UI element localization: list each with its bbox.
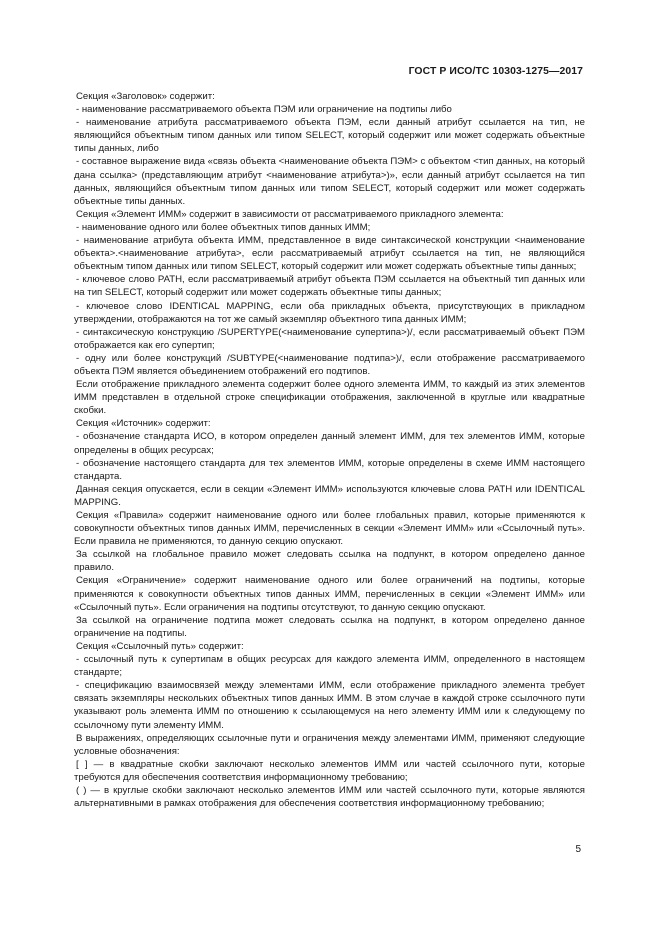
paragraph: - наименование одного или более объектных типов данных ИММ; <box>76 221 371 233</box>
paragraph: За ссылкой на глобальное правило может следовать ссылка на подпункт, в котором определено данное правило. <box>74 549 585 574</box>
paragraph: - составное выражение вида «связь объекта <наименование объекта ПЭМ> с объектом <тип данных, на который дана ссылка> (представляющим атрибут <наименование атрибута>)», если данный атрибут ссылается на тип данных, являющийся объектным типом данных или типом SELECT, который содержит или может содержать объектные типы данных. <box>74 156 585 207</box>
paragraph: - обозначение настоящего стандарта для тех элементов ИММ, которые определены в схеме ИММ настоящего стандарта. <box>74 457 585 482</box>
paragraph: [ ] — в квадратные скобки заключают несколько элементов ИММ или частей ссылочного пути, которые требуются для обеспечения соответствия информационному требованию; <box>74 758 585 783</box>
paragraph: Данная секция опускается, если в секции «Элемент ИММ» используются ключевые слова PATH или IDENTICAL MAPPING. <box>74 483 585 508</box>
paragraph: - обозначение стандарта ИСО, в котором определен данный элемент ИММ, для тех элементов ИММ, которые определены в общих ресурсах; <box>74 431 585 456</box>
paragraph: - спецификацию взаимосвязей между элементами ИММ, если отображение прикладного элемента требует связать экземпляры нескольких объектных типов данных ИММ. В этом случае в каждой строке ссылочного пути указывают роль элемента ИММ по отношению к ссылающемуся на него элементу ИММ или к следующему по ссылочному пути элементу ИММ. <box>74 680 585 731</box>
paragraph: За ссылкой на ограничение подтипа может следовать ссылка на подпункт, в котором определено данное ограничение на подтипы. <box>74 614 585 639</box>
document-header: ГОСТ Р ИСО/ТС 10303-1275—2017 <box>408 66 583 77</box>
page-number: 5 <box>575 844 581 855</box>
paragraph: ( ) — в круглые скобки заключают несколько элементов ИММ или частей ссылочного пути, которые являются альтернативными в рамках отображения для обеспечения соответствия информационному требованию; <box>74 784 585 810</box>
paragraph: - ключевое слово IDENTICAL MAPPING, если оба прикладных объекта, присутствующих в прикладном утверждении, отображаются на тот же самый экземпляр объектного типа данных ИММ; <box>74 300 585 325</box>
paragraph: - ссылочный путь к супертипам в общих ресурсах для каждого элемента ИММ, определенного в настоящем стандарте; <box>74 654 585 679</box>
paragraph: Секция «Источник» содержит: <box>76 418 211 430</box>
paragraph: - наименование рассматриваемого объекта ПЭМ или ограничение на подтипы либо <box>76 104 452 116</box>
paragraph: - ключевое слово PATH, если рассматриваемый атрибут объекта ПЭМ ссылается на объектный тип данных или на тип SELECT, который содержит или может содержать объектные типы данных; <box>74 274 585 299</box>
paragraph: - синтаксическую конструкцию /SUPERTYPE(<наименование супертипа>)/, если рассматриваемый объект ПЭМ отображается как его супертип; <box>74 326 585 351</box>
paragraph: Секция «Ограничение» содержит наименование одного или более ограничений на подтипы, которые применяются к совокупности объектных типов данных ИММ, перечисленных в секции «Элемент ИММ» или «Ссылочный путь». Если ограничения на подтипы отсутствуют, то данную секцию опускают. <box>74 575 585 613</box>
paragraph: Секция «Элемент ИММ» содержит в зависимости от рассматриваемого прикладного элемента: <box>76 208 504 220</box>
paragraph: - одну или более конструкций /SUBTYPE(<наименование подтипа>)/, если отображение рассматриваемого объекта ПЭМ является объединением отображений его подтипов. <box>74 352 585 377</box>
document-body <box>74 90 585 810</box>
paragraph: - наименование атрибута рассматриваемого объекта ПЭМ, если данный атрибут ссылается на тип, не являющийся объектным типом данных или типом SELECT, который содержит или может содержать объектные типы данных, либо <box>74 117 585 155</box>
paragraph: - наименование атрибута объекта ИММ, представленное в виде синтаксической конструкции <наименование объекта>.<наименование атрибута>, если рассматриваемый атрибут ссылается на тип, не являющийся объектным типом данных или типом SELECT, который содержит или может содержать объектные типы данных; <box>74 235 585 273</box>
paragraph: Если отображение прикладного элемента содержит более одного элемента ИММ, то каждый из этих элементов ИММ представлен в отдельной строке спецификации отображения, заключенной в круглые или квадратные скобки. <box>74 379 585 417</box>
paragraph: Секция «Правила» содержит наименование одного или более глобальных правил, которые применяются к совокупности объектных типов данных ИММ, перечисленных в секции «Элемент ИММ» или «Ссылочный путь». Если правила не применяются, то данную секцию опускают. <box>74 510 585 548</box>
paragraph: В выражениях, определяющих ссылочные пути и ограничения между элементами ИММ, применяют следующие условные обозначения: <box>74 732 585 757</box>
paragraph: Секция «Ссылочный путь» содержит: <box>76 640 244 652</box>
paragraph: Секция «Заголовок» содержит: <box>76 91 215 102</box>
